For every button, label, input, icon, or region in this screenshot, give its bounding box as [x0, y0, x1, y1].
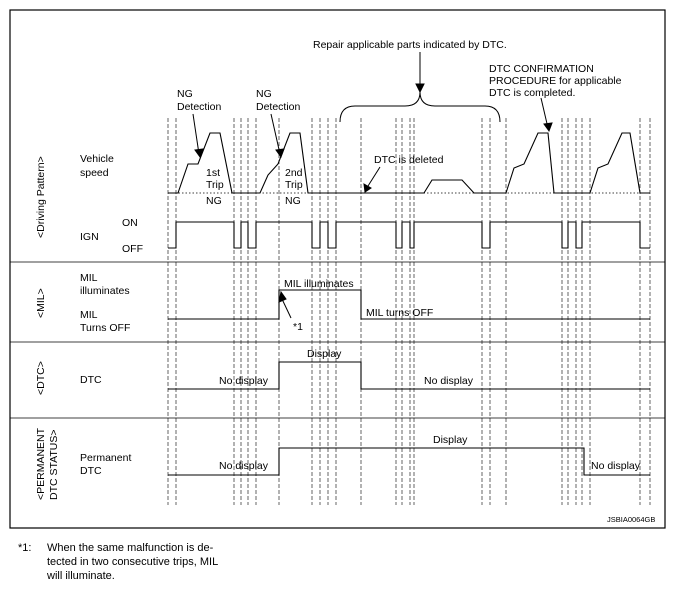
dtc-confirmation-line-3: DTC is completed. [489, 87, 576, 99]
dtc-no-display-state-2: No display [424, 375, 474, 387]
row-permanent-label-2: DTC [80, 465, 102, 477]
ng2-arrow-head [276, 149, 284, 157]
footnote-line-1: When the same malfunction is de- [47, 542, 214, 554]
row-mil-off-label-1: MIL [80, 309, 98, 321]
ign-off-label: OFF [122, 243, 143, 255]
ng1-arrow-head [195, 149, 203, 157]
trip1-ng-label: NG [206, 195, 222, 207]
dtc-conf-arrow-head [544, 123, 552, 131]
row-speed-label: speed [80, 167, 109, 179]
row-ign-label: IGN [80, 231, 99, 243]
ng2-label: NG [256, 88, 272, 100]
dtc-deleted-arrow-head [364, 184, 371, 192]
repair-annotation: Repair applicable parts indicated by DTC. [313, 39, 507, 51]
section-permanent-1: <PERMANENT [35, 427, 47, 500]
trip2-trip-label: Trip [285, 179, 303, 191]
dtc-confirmation-line-2: PROCEDURE for applicable [489, 75, 622, 87]
ign-trace [168, 222, 650, 248]
perm-display-state: Display [433, 434, 468, 446]
repair-brace [340, 92, 500, 122]
dtc-deleted-label: DTC is deleted [374, 154, 444, 166]
figure-code: JSBIA0064GB [607, 515, 656, 524]
footnote-line-3: will illuminate. [47, 570, 115, 582]
section-mil: <MIL> [35, 288, 47, 318]
trip1-label: 1st [206, 167, 221, 179]
ng2-detection-label: Detection [256, 101, 301, 113]
star1-arrow-head [279, 292, 286, 302]
row-dtc-label: DTC [80, 374, 102, 386]
ng1-label: NG [177, 88, 193, 100]
dtc-confirmation-line-1: DTC CONFIRMATION [489, 63, 594, 75]
perm-no-display-state: No display [219, 460, 269, 472]
section-driving-pattern: <Driving Pattern> [35, 156, 47, 238]
trip2-label: 2nd [285, 167, 303, 179]
section-dtc: <DTC> [35, 361, 47, 395]
mil-illuminates-state: MIL illuminates [284, 278, 354, 290]
star1-marker: *1 [293, 321, 303, 333]
row-mil-off-label-2: Turns OFF [80, 322, 131, 334]
perm-no-display-state-2: No display [591, 460, 641, 472]
trip2-ng-label: NG [285, 195, 301, 207]
repair-arrow-head [416, 84, 424, 92]
row-permanent-label-1: Permanent [80, 452, 132, 464]
row-mil-illum-label-2: illuminates [80, 285, 130, 297]
footnote-line-2: tected in two consecutive trips, MIL [47, 556, 219, 568]
ng1-detection-label: Detection [177, 101, 222, 113]
mil-turns-off-state: MIL turns OFF [366, 307, 434, 319]
dtc-no-display-state: No display [219, 375, 269, 387]
section-permanent-2: DTC STATUS> [48, 429, 60, 500]
footnote-marker: *1: [18, 542, 32, 554]
row-vehicle-label: Vehicle [80, 153, 114, 165]
ign-on-label: ON [122, 217, 138, 229]
row-mil-illum-label-1: MIL [80, 272, 98, 284]
trip1-trip-label: Trip [206, 179, 224, 191]
dtc-display-state: Display [307, 348, 342, 360]
